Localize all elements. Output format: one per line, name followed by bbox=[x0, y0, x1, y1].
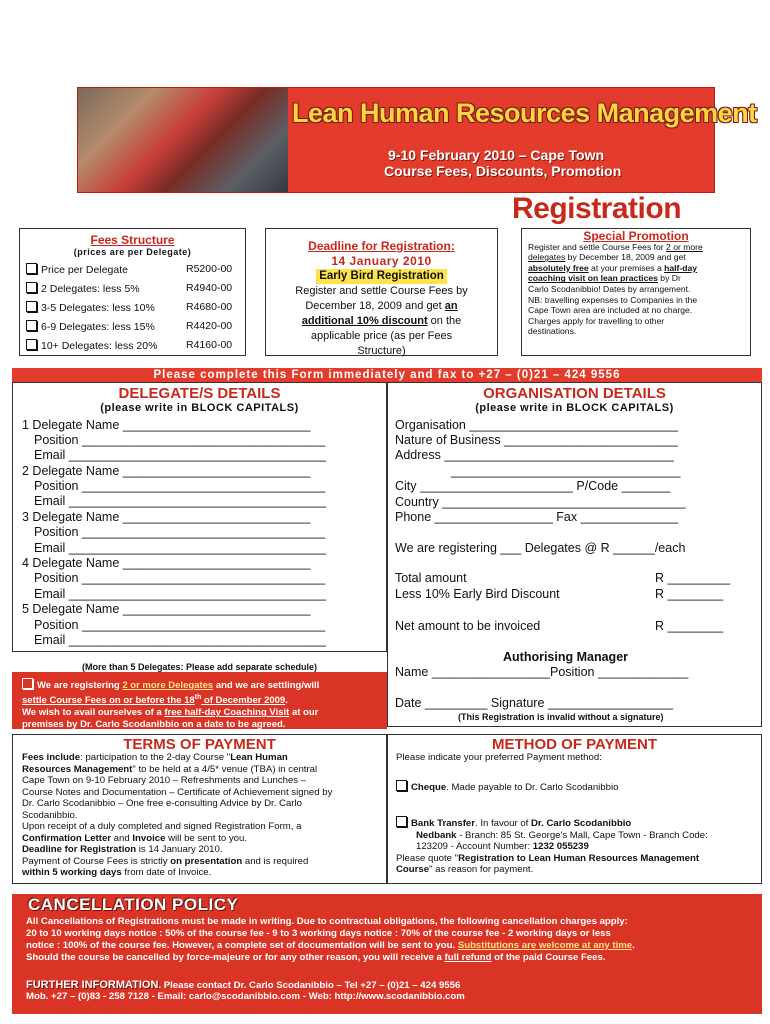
further-information-title: FURTHER INFORMATION bbox=[26, 979, 159, 991]
discount-field[interactable]: R ________ bbox=[655, 587, 724, 601]
address-field[interactable]: Address _________________________________ bbox=[395, 448, 674, 462]
delegate-position-field[interactable]: Position ___________________________________ bbox=[34, 571, 326, 585]
terms-title: TERMS OF PAYMENT bbox=[123, 736, 276, 753]
fees-title: Fees Structure bbox=[90, 233, 175, 247]
fax-instruction-bar: Please complete this Form immediately and fax to +27 – (0)21 – 424 9556 bbox=[12, 368, 762, 382]
checkbox-icon[interactable] bbox=[26, 301, 37, 312]
fee-row[interactable]: 10+ Delegates: less 20% R4160-00 bbox=[26, 339, 157, 352]
delegate-position-field[interactable]: Position ___________________________________ bbox=[34, 618, 326, 632]
checkbox-icon[interactable] bbox=[26, 263, 37, 274]
delegate-position-field[interactable]: Position ___________________________________ bbox=[34, 433, 326, 447]
net-amount-field[interactable]: R ________ bbox=[655, 619, 724, 633]
cancellation-text: 20 to 10 working days notice : 50% of the course fee - 9 to 3 working days notice : 70% of the course fee - 2 working days or less bbox=[26, 928, 611, 939]
cancellation-text: notice : 100% of the course fee. However, a complete set of documentation will be sent to you. Substitutions are welcome at any time. bbox=[26, 940, 635, 951]
delegate-name-field[interactable]: 3 Delegate Name ___________________________ bbox=[22, 510, 311, 524]
fees-subtitle: (prices are per Delegate) bbox=[73, 247, 192, 257]
registration-heading: Registration bbox=[512, 192, 682, 225]
authorising-manager-title: Authorising Manager bbox=[503, 650, 629, 664]
checkbox-icon[interactable] bbox=[22, 678, 33, 689]
terms-text: Fees include: participation to the 2-day Course "Lean Human Resources Management" to be held at a 4/5* venue (TBA) in central Cape Town on 9-10 February 2010 – Refreshments and Lunches – Course Notes and Documentation – Certificate of Achievement signed by Dr. Carlo Scodanibbio – One free e-consulting Advice by Dr. Carlo Scodanibbio. Upon receipt of a duly completed and signed Registration Form, a Confirmation Letter and Invoice will be sent to you. Deadline for Registration is 14 January 2010. Payment of Course Fees is strictly on presentation and is required within 5 working days from date of Invoice. bbox=[22, 752, 333, 878]
organisation-subtitle: (please write in BLOCK CAPITALS) bbox=[475, 402, 674, 414]
pit-stop-photo bbox=[78, 88, 288, 192]
cancellation-title: CANCELLATION POLICY bbox=[28, 895, 239, 914]
date-signature-field[interactable]: Date _________ Signature __________________ bbox=[395, 696, 674, 710]
fee-row[interactable]: 3-5 Delegates: less 10% R4680-00 bbox=[26, 301, 155, 314]
nature-of-business-field[interactable]: Nature of Business _________________________ bbox=[395, 433, 678, 447]
deadline-date: 14 January 2010 bbox=[331, 254, 432, 268]
fee-row[interactable]: 6-9 Delegates: less 15% R4420-00 bbox=[26, 320, 155, 333]
city-postcode-field[interactable]: City ______________________ P/Code _______ bbox=[395, 479, 671, 493]
more-delegates-note: (More than 5 Delegates: Please add separate schedule) bbox=[81, 662, 318, 672]
fee-row[interactable]: 2 Delegates: less 5% R4940-00 bbox=[26, 282, 140, 295]
checkbox-icon[interactable] bbox=[396, 816, 407, 827]
fee-row[interactable]: Price per Delegate R5200-00 bbox=[26, 263, 128, 276]
discount-label: Less 10% Early Bird Discount bbox=[395, 587, 560, 601]
delegates-subtitle: (please write in BLOCK CAPITALS) bbox=[100, 402, 299, 414]
delegate-count-field[interactable]: We are registering ___ Delegates @ R ______/each bbox=[395, 541, 686, 555]
signature-note: (This Registration is invalid without a signature) bbox=[458, 712, 664, 722]
course-dates: 9-10 February 2010 – Cape Town bbox=[388, 147, 605, 163]
deadline-box: Deadline for Registration: 14 January 2010 Early Bird Registration Register and settle Course Fees by December 18, 2009 and get an additional 10% discount on the applicable price (as per Fees Structure) bbox=[265, 228, 498, 356]
early-bird-label: Early Bird Registration bbox=[316, 269, 447, 284]
delegate-email-field[interactable]: Email _____________________________________ bbox=[34, 541, 326, 555]
phone-fax-field[interactable]: Phone _________________ Fax ______________ bbox=[395, 510, 678, 524]
delegate-name-field[interactable]: 4 Delegate Name ___________________________ bbox=[22, 556, 311, 570]
deadline-title: Deadline for Registration: bbox=[308, 239, 455, 253]
method-title: METHOD OF PAYMENT bbox=[491, 736, 657, 753]
manager-name-position-field[interactable]: Name _________________Position _____________ bbox=[395, 665, 689, 679]
fees-structure-box bbox=[19, 228, 246, 356]
checkbox-icon[interactable] bbox=[26, 339, 37, 350]
delegate-email-field[interactable]: Email _____________________________________ bbox=[34, 448, 326, 462]
cancellation-text: Should the course be cancelled by force-majeure or for any other reason, you will receive a full refund of the paid Course Fees. bbox=[26, 952, 606, 963]
organisation-field[interactable]: Organisation ______________________________ bbox=[395, 418, 678, 432]
special-promotion-box: Special Promotion Register and settle Course Fees for 2 or more delegates by December 18, 2009 and get absolutely free at your premises a half-day coaching visit on lean practices by Dr Carlo Scodanibbio! Dates by arrangement. NB: travelling expenses to Companies in the Cape Town area are included at no charge. Charges apply for travelling to other destinations. bbox=[521, 228, 751, 356]
delegates-title: DELEGATE/S DETAILS bbox=[118, 385, 281, 402]
promotion-title: Special Promotion bbox=[583, 229, 689, 243]
cheque-option[interactable]: Cheque. Made payable to Dr. Carlo Scodanibbio bbox=[396, 780, 618, 794]
delegate-email-field[interactable]: Email _____________________________________ bbox=[34, 633, 326, 647]
delegate-email-field[interactable]: Email _____________________________________ bbox=[34, 587, 326, 601]
deadline-text: Register and settle Course Fees by bbox=[295, 285, 468, 297]
country-field[interactable]: Country ___________________________________ bbox=[395, 495, 686, 509]
contact-details: Mob. +27 – (0)83 - 258 7128 - Email: carlo@scodanibbio.com - Web: http://www.scodanibbio.com bbox=[26, 991, 465, 1002]
course-subtitle: Course Fees, Discounts, Promotion bbox=[384, 163, 622, 179]
delegate-name-field[interactable]: 5 Delegate Name ___________________________ bbox=[22, 602, 311, 616]
total-amount-label: Total amount bbox=[395, 571, 467, 585]
checkbox-icon[interactable] bbox=[26, 282, 37, 293]
net-amount-label: Net amount to be invoiced bbox=[395, 619, 541, 633]
delegate-email-field[interactable]: Email _____________________________________ bbox=[34, 494, 326, 508]
course-title: Lean Human Resources Management bbox=[292, 98, 757, 128]
delegate-position-field[interactable]: Position ___________________________________ bbox=[34, 479, 326, 493]
delegate-offer-box: We are registering 2 or more Delegates and we are settling/will settle Course Fees on or before the 18th of December 2009. We wish to avail ourselves of a free half-day Coaching Visit at our premises by Dr. Carlo Scodanibbio on a date to be agreed. bbox=[12, 672, 387, 729]
bank-transfer-option[interactable]: Bank Transfer. In favour of Dr. Carlo Scodanibbio Nedbank - Branch: 85 St. George's Mall, Cape Town - Branch Code: 123209 - Account Number: 1232 055239 Please quote "Registration to Lean Human Resources Management Course" as reason for payment. bbox=[396, 818, 708, 875]
further-information: FURTHER INFORMATION. Please contact Dr. Carlo Scodanibbio – Tel +27 – (0)21 – 424 9556 bbox=[26, 979, 461, 991]
checkbox-icon[interactable] bbox=[26, 320, 37, 331]
total-amount-field[interactable]: R _________ bbox=[655, 571, 731, 585]
delegate-name-field[interactable]: 1 Delegate Name ___________________________ bbox=[22, 418, 311, 432]
checkbox-icon[interactable] bbox=[396, 780, 407, 791]
payment-intro: Please indicate your preferred Payment method: bbox=[396, 752, 602, 763]
address-line-2-field[interactable]: _________________________________ bbox=[451, 464, 681, 478]
delegate-name-field[interactable]: 2 Delegate Name ___________________________ bbox=[22, 464, 311, 478]
cancellation-text: All Cancellations of Registrations must be made in writing. Due to contractual obligations, the following cancellation charges apply: bbox=[26, 916, 628, 927]
delegate-position-field[interactable]: Position ___________________________________ bbox=[34, 525, 326, 539]
organisation-title: ORGANISATION DETAILS bbox=[483, 385, 666, 402]
